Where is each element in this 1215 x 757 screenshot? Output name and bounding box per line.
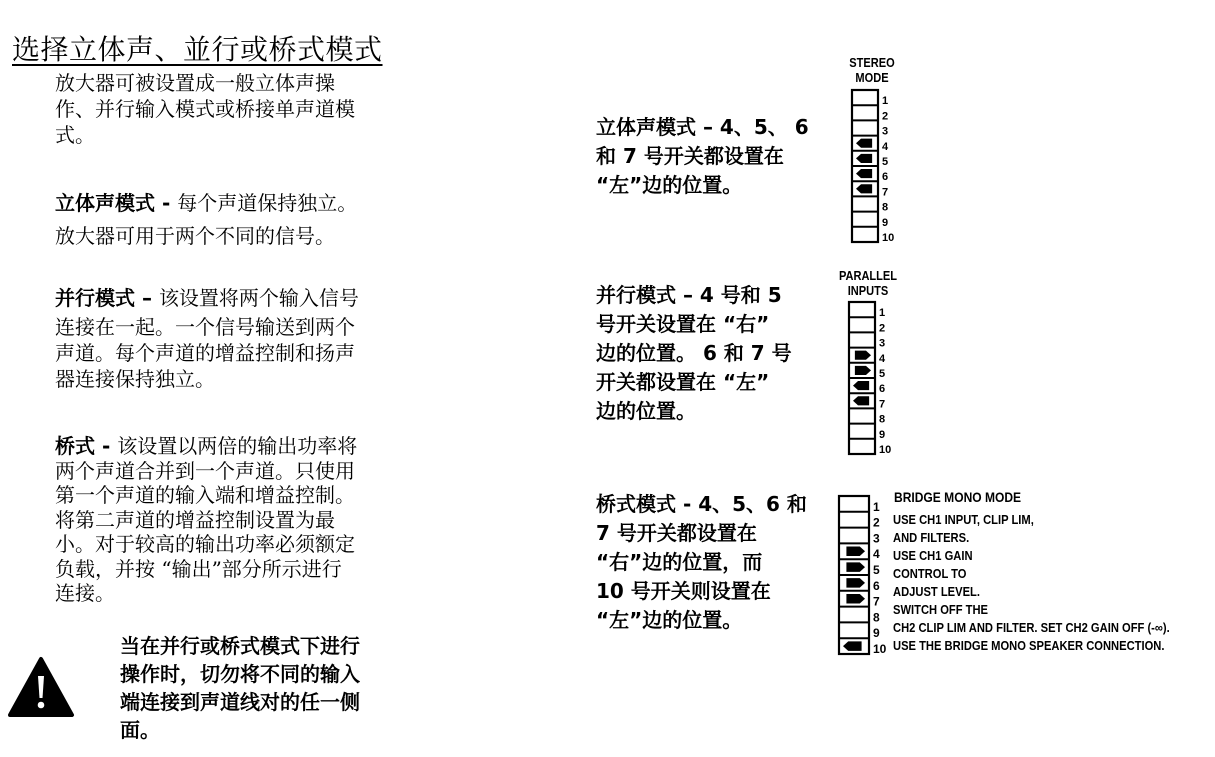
switch-number: 5 (873, 563, 880, 577)
switch-number: 1 (873, 499, 880, 514)
switch-number: 1 (879, 307, 886, 320)
switch-number: 3 (882, 125, 889, 138)
parallel-switch-heading: PARALLEL INPUTS (838, 268, 898, 298)
switch-number: 8 (882, 201, 889, 214)
stereo-switch-heading: STEREO MODE (849, 55, 895, 85)
switch-number: 7 (882, 186, 889, 199)
switch-number: 2 (882, 110, 889, 123)
stereo-line: 每个声道保持独立。 (177, 191, 358, 215)
switch-number: 9 (879, 428, 886, 441)
intro-line: 放大器可被设置成一般立体声操 (55, 71, 335, 95)
warning-line: 操作时，切勿将不同的输入 (120, 662, 360, 686)
switch-number: 9 (873, 626, 880, 641)
switch-number: 4 (882, 140, 889, 153)
bridge-instruction-line: USE CH1 GAIN (893, 548, 973, 563)
bridge-setting-line: 10 号开关则设置在 (596, 579, 771, 603)
bridge-instruction-line: USE THE BRIDGE MONO SPEAKER CONNECTION. (893, 638, 1165, 653)
switch-number: 5 (882, 156, 889, 168)
stereo-setting-line: 和 7 号开关都设置在 (596, 144, 784, 168)
switch-number: 9 (882, 216, 889, 229)
stereo-setting-line: “左”边的位置。 (596, 173, 743, 197)
bridge-line: 两个声道合并到一个声道。只使用 (55, 458, 355, 483)
switch-number: 6 (879, 383, 886, 396)
bridge-setting-text (596, 490, 826, 635)
switch-number: 1 (882, 95, 889, 108)
bridge-instruction-line: SWITCH OFF THE (893, 602, 989, 617)
bridge-setting-line: “左”边的位置。 (596, 608, 743, 632)
bridge-line: 负载，并按 “输出”部分所示进行 (55, 556, 342, 581)
intro-line: 式。 (55, 123, 95, 147)
bridge-switch-heading: BRIDGE MONO MODE (894, 489, 1022, 505)
switch-number: 6 (873, 578, 880, 593)
warning-line: 当在并行或桥式模式下进行 (120, 634, 360, 658)
switch-number: 5 (879, 368, 886, 380)
switch-number: 7 (879, 398, 886, 411)
bridge-setting-line: 7 号开关都设置在 (596, 521, 757, 545)
switch-number: 10 (873, 642, 887, 656)
bridge-line: 将第二声道的增益控制设置为最 (55, 507, 335, 532)
bridge-setting-line: 桥式模式 - 4、5、6 和 (596, 492, 807, 516)
warning-line: 端连接到声道线对的任一侧 (120, 690, 360, 714)
switch-number: 4 (879, 352, 886, 365)
bridge-instruction-line: CONTROL TO (893, 566, 967, 581)
switch-number: 6 (882, 171, 889, 184)
switch-number: 10 (882, 232, 895, 244)
stereo-description: 立体声模式 - 每个声道保持独立。 放大器可用于两个不同的信号。 (55, 190, 415, 249)
parallel-dip-switch (847, 300, 907, 456)
stereo-term: 立体声模式 (55, 191, 155, 215)
bridge-line: 连接。 (55, 581, 115, 605)
parallel-description: 并行模式 – 该设置将两个输入信号 连接在一起。一个信号输送到两个 声道。每个声道的增益控制和扬声 器连接保持独立。 (55, 285, 415, 392)
parallel-setting-line: 边的位置。 6 和 7 号 (596, 341, 792, 365)
parallel-setting-line: 开关都设置在 “左” (596, 370, 770, 394)
intro-line: 作、并行输入模式或桥接单声道模 (55, 97, 355, 121)
bridge-instruction-line: CH2 CLIP LIM AND FILTER. SET CH2 GAIN OFF (-∞). (893, 620, 1170, 635)
bridge-dip-switch (837, 494, 887, 658)
bridge-setting-line: “右”边的位置，而 (596, 550, 763, 574)
switch-number: 7 (873, 594, 880, 609)
bridge-instructions (893, 511, 1215, 655)
bridge-line: 第一个声道的输入端和增益控制。 (55, 483, 355, 507)
switch-number: 4 (873, 547, 880, 562)
parallel-line: 声道。每个声道的增益控制和扬声 (55, 341, 355, 365)
bridge-description: 桥式 - 该设置以两倍的输出功率将 两个声道合并到一个声道。只使用 第一个声道的输入端和增益控制。 将第二声道的增益控制设置为最 小。对于较高的输出功率必须额定 负载，并按 “输出”部分所示进行 连接。 (55, 434, 415, 606)
bridge-term: 桥式 (55, 434, 95, 458)
bridge-instruction-line: AND FILTERS. (893, 530, 970, 545)
parallel-setting-line: 号开关设置在 “右” (596, 312, 770, 336)
switch-number: 8 (879, 413, 886, 426)
parallel-setting-text (596, 281, 826, 426)
parallel-setting-line: 并行模式 – 4 号和 5 (596, 283, 782, 307)
warning-text (120, 632, 410, 744)
bridge-line: 该设置以两倍的输出功率将 (117, 434, 358, 458)
parallel-setting-line: 边的位置。 (596, 399, 696, 423)
intro-paragraph (55, 70, 415, 148)
warning-triangle-icon (7, 656, 75, 718)
switch-number: 3 (879, 337, 886, 350)
page-title: 选择立体声、並行或桥式模式 (12, 33, 383, 66)
switch-number: 3 (873, 531, 880, 546)
switch-number: 10 (879, 444, 892, 456)
bridge-instruction-line: ADJUST LEVEL. (893, 584, 980, 599)
bridge-instruction-line: USE CH1 INPUT, CLIP LIM, (893, 512, 1034, 527)
bridge-line: 小。对于较高的输出功率必须额定 (55, 532, 355, 556)
parallel-line: 器连接保持独立。 (55, 367, 215, 391)
stereo-setting-line: 立体声模式 – 4、5、 6 (596, 115, 809, 139)
parallel-line: 连接在一起。一个信号输送到两个 (55, 315, 355, 339)
parallel-term: 并行模式 (55, 286, 135, 310)
stereo-setting-text (596, 113, 826, 200)
switch-number: 8 (873, 610, 880, 625)
warning-line: 面。 (120, 718, 160, 742)
stereo-line: 放大器可用于两个不同的信号。 (55, 224, 335, 248)
parallel-line: 该设置将两个输入信号 (158, 286, 359, 310)
switch-number: 2 (873, 515, 880, 530)
stereo-dip-switch (850, 88, 910, 244)
switch-number: 2 (879, 322, 886, 335)
